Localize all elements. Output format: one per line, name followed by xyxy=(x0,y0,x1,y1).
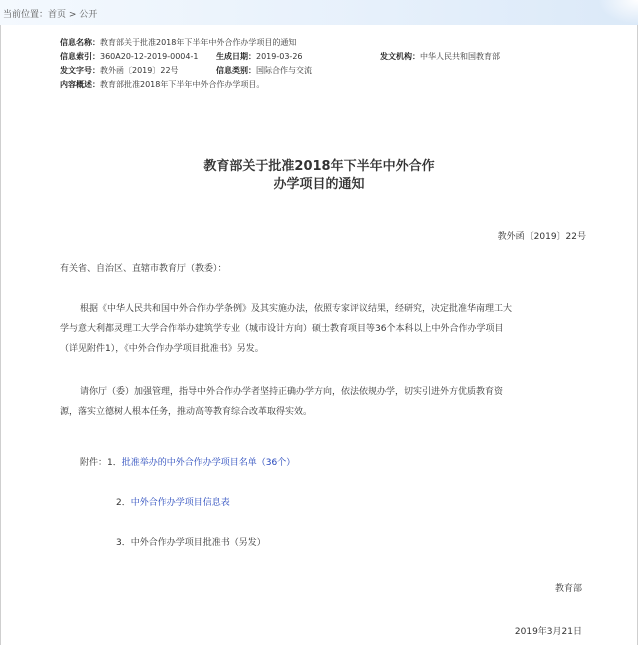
attachment-prefix: 附件： xyxy=(80,458,108,468)
document-number: 教外函〔2019〕22号 xyxy=(497,232,586,242)
meta-gen-date-value: 2019-03-26 xyxy=(256,52,303,61)
signature: 教育部 xyxy=(554,584,582,594)
meta-name-value: 教育部关于批准2018年下半年中外合作办学项目的通知 xyxy=(100,38,297,47)
paragraph-2-line-2: 源，落实立德树人根本任务，推动高等教育综合改革取得实效。 xyxy=(60,407,313,417)
meta-index-label: 信息索引： xyxy=(60,52,100,61)
meta-row-issuer xyxy=(380,51,500,62)
breadcrumb xyxy=(3,7,97,20)
meta-name-label: 信息名称： xyxy=(60,38,100,47)
meta-docnum-value: 教外函〔2019〕22号 xyxy=(100,66,179,75)
breadcrumb-prefix: 当前位置： xyxy=(3,10,49,20)
meta-row-category xyxy=(216,65,312,76)
meta-row-summary xyxy=(60,79,264,90)
attachment-2-number: 2． xyxy=(116,498,131,508)
corner-decoration xyxy=(598,0,638,25)
meta-gen-date-label: 生成日期： xyxy=(216,52,256,61)
breadcrumb-separator: > xyxy=(66,10,80,20)
meta-row-gen-date xyxy=(216,51,303,62)
paragraph-1-line-3: （详见附件1），《中外合作办学项目批准书》另发。 xyxy=(60,344,264,354)
paragraph-2-line-1: 请你厅（委）加强管理，指导中外合作办学者坚持正确办学方向，依法依规办学，切实引进外方优质教育资 xyxy=(80,387,504,397)
issue-date: 2019年3月21日 xyxy=(514,627,582,637)
meta-row-name xyxy=(60,37,296,48)
title-line-1: 教育部关于批准2018年下半年中外合作 xyxy=(203,159,435,174)
breadcrumb-current-link[interactable]: 公开 xyxy=(79,10,98,20)
meta-issuer-value: 中华人民共和国教育部 xyxy=(420,52,500,61)
meta-index-value: 360A20-12-2019-0004-1 xyxy=(100,52,199,61)
attachment-2-link[interactable]: 中外合作办学项目信息表 xyxy=(130,498,230,508)
meta-row-docnum xyxy=(60,65,179,76)
attachment-2 xyxy=(116,493,230,513)
attachment-1 xyxy=(80,453,295,473)
attachment-3: 3．中外合作办学项目批准书（另发） xyxy=(116,538,266,548)
salutation: 有关省、自治区、直辖市教育厅（教委）： xyxy=(60,264,227,274)
paragraph-1 xyxy=(60,299,512,359)
meta-docnum-label: 发文字号： xyxy=(60,66,100,75)
meta-category-label: 信息类别： xyxy=(216,66,256,75)
paragraph-1-line-1: 根据《中华人民共和国中外合作办学条例》及其实施办法，依照专家评议结果，经研究，决定批准华南理工大 xyxy=(80,304,513,314)
top-bar xyxy=(0,0,638,25)
meta-category-value: 国际合作与交流 xyxy=(256,66,312,75)
title-line-2: 办学项目的通知 xyxy=(273,177,365,192)
attachment-1-link[interactable]: 批准举办的中外合作办学项目名单（36个） xyxy=(121,458,296,468)
paragraph-2 xyxy=(60,382,503,422)
meta-summary-value: 教育部批准2018年下半年中外合作办学项目。 xyxy=(100,80,265,89)
meta-row-index xyxy=(60,51,198,62)
paragraph-1-line-2: 学与意大利都灵理工大学合作举办建筑学专业（城市设计方向）硕士教育项目等36个本科以上中外合作办学项目 xyxy=(60,324,504,334)
breadcrumb-home-link[interactable]: 首页 xyxy=(48,10,67,20)
meta-issuer-label: 发文机构： xyxy=(380,52,420,61)
meta-summary-label: 内容概述： xyxy=(60,80,100,89)
attachment-1-number: 1． xyxy=(107,458,122,468)
document-title xyxy=(0,158,638,194)
